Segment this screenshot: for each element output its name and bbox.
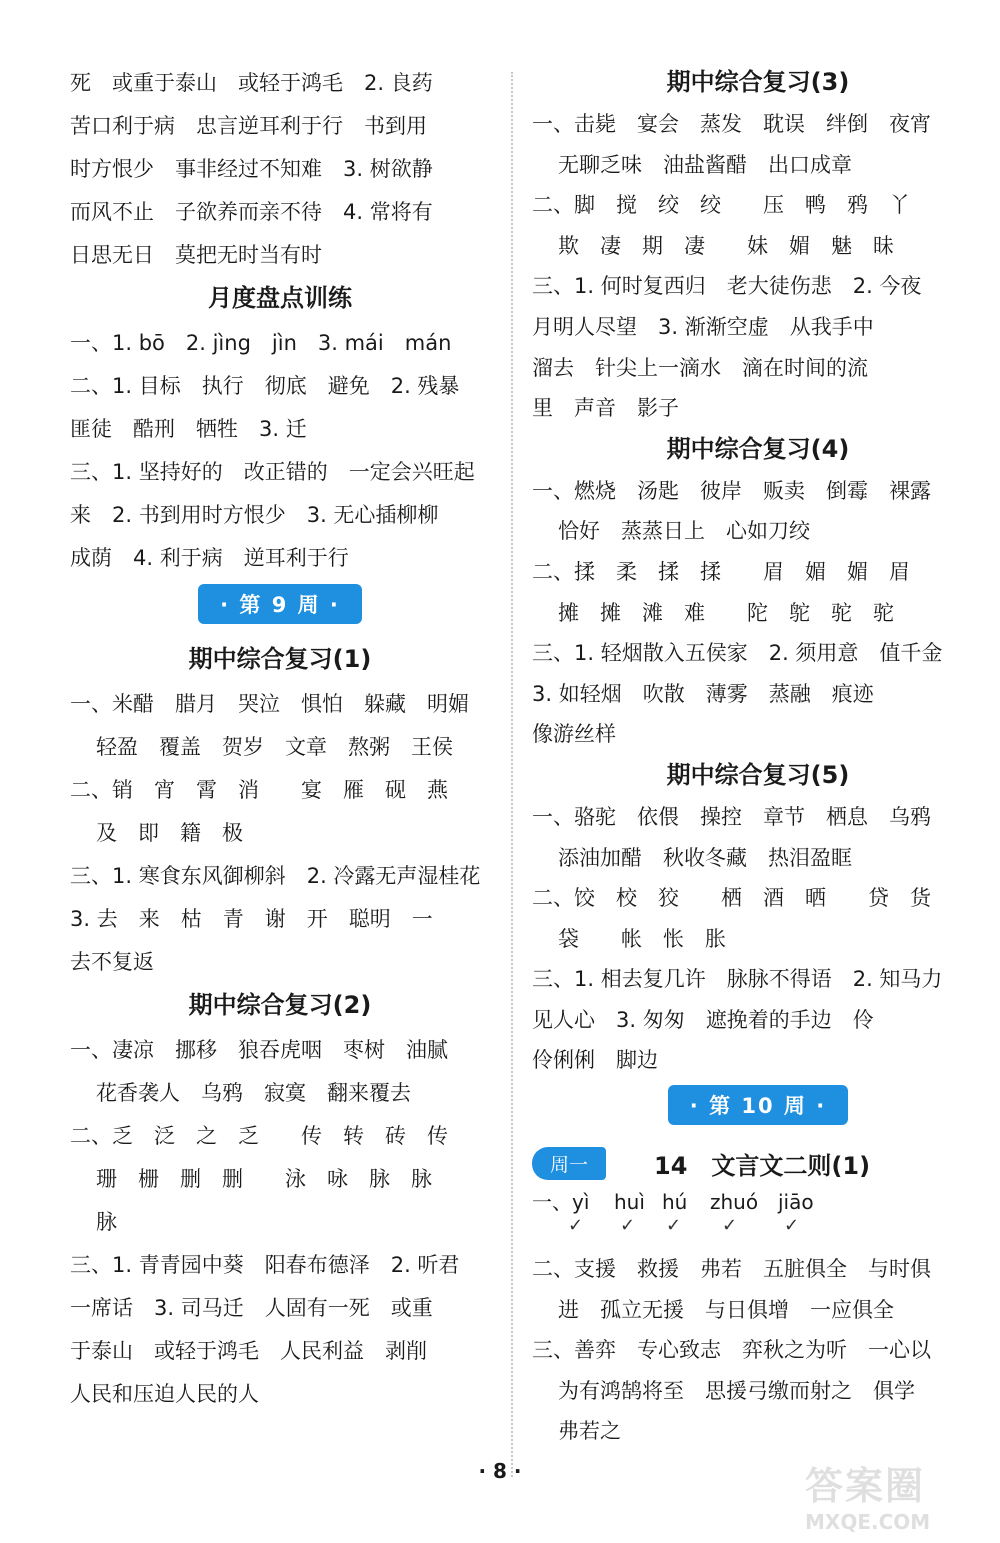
text-line: 见人心 3. 匆匆 遮挽着的手边 伶 [532,1007,874,1032]
right-column [532,62,984,1452]
column-divider [511,72,513,1477]
text-line: 日思无日 莫把无时当有时 [70,243,322,267]
text-line: 人民和压迫人民的人 [70,1382,259,1406]
review2-q2 [70,1115,490,1244]
review4-q1 [532,471,984,552]
watermark-cn: 答案圈 [805,1464,926,1508]
review5-q3 [532,959,984,1081]
monthly-q3 [70,451,490,580]
review3-q3 [532,266,984,428]
lesson-title: 14 文言文二则(1) [654,1151,871,1180]
text-line: 二、支援 救援 弗若 五脏俱全 与时俱 [532,1257,931,1282]
left-column [70,62,490,1416]
text-line: 去不复返 [70,950,154,974]
section-title-monthly: 月度盘点训练 [208,284,352,312]
review2-q3 [70,1244,490,1416]
text-line: 一、凄凉 挪移 狼吞虎咽 枣树 油腻 [70,1038,448,1062]
text-line: 摊 摊 滩 难 陀 鸵 驼 驼 [558,600,894,625]
review3-q1 [532,104,984,185]
week-9-label: · 第 9 周 · [198,584,362,624]
text-line: 二、乏 泛 之 乏 传 转 砖 传 [70,1124,448,1148]
text-line: 珊 栅 删 删 泳 咏 脉 脉 [96,1167,432,1191]
day-tag: 周一 [532,1147,606,1180]
text-line: 苦口利于病 忠言逆耳利于行 书到用 [70,114,427,138]
text-line: 一、骆驼 依偎 操控 章节 栖息 乌鸦 [532,804,931,829]
text-line: 袋 帐 怅 胀 [558,926,726,951]
text-line: 三、1. 青青园中葵 阳春布德泽 2. 听君 [70,1253,460,1277]
section-title-review-3: 期中综合复习(3) [666,68,850,96]
text-line: 一席话 3. 司马迁 人固有一死 或重 [70,1296,433,1320]
week-9-banner [70,580,490,638]
text-line: 于泰山 或轻于鸿毛 人民利益 剥削 [70,1339,427,1363]
review4-q3 [532,633,984,755]
review1-q1 [70,683,490,769]
watermark-en: MXQE.COM [805,1510,931,1534]
week-10-label: · 第 10 周 · [668,1085,848,1125]
text-line: 一、击毙 宴会 蒸发 耽误 绊倒 夜宵 [532,112,931,136]
lesson-q2 [532,1249,984,1330]
text-line: 像游丝样 [532,722,616,747]
check-mark-icon: ✓ [666,1215,682,1237]
text-line: 三、善弈 专心致志 弈秋之为听 一心以 [532,1338,931,1363]
text-line: 死 或重于泰山 或轻于鸿毛 2. 良药 [70,71,433,95]
text-line: 脉 [96,1210,117,1234]
section-title-review-2: 期中综合复习(2) [188,991,372,1019]
page-number: · 8 · [478,1459,522,1483]
text-line: 三、1. 何时复西归 老大徒伤悲 2. 今夜 [532,274,922,299]
review5-q2 [532,878,984,959]
section-title-review-5: 期中综合复习(5) [666,760,850,789]
text-line: 二、1. 目标 执行 彻底 避免 2. 残暴 [70,374,460,398]
review1-q2 [70,769,490,855]
text-line: 弗若之 [558,1419,621,1444]
check-mark-icon: ✓ [620,1215,636,1237]
text-line: 一、1. bō 2. jìng jìn 3. mái mán [70,331,452,355]
monthly-q2 [70,365,490,451]
text-line: 来 2. 书到用时方恨少 3. 无心插柳柳 [70,503,439,527]
text-line: 三、1. 轻烟散入五侯家 2. 须用意 值千金 [532,641,943,666]
check-mark-icon: ✓ [784,1215,800,1237]
text-line: 月明人尽望 3. 渐渐空虚 从我手中 [532,314,874,339]
lesson-header [532,1139,984,1187]
pinyin-item: 一、yì [532,1190,590,1215]
check-mark-icon: ✓ [722,1215,738,1237]
text-line: 一、燃烧 汤匙 彼岸 贩卖 倒霉 裸露 [532,478,931,503]
answer-block-continued [70,62,490,277]
text-line: 溜去 针尖上一滴水 滴在时间的流 [532,355,868,380]
text-line: 成荫 4. 利于病 逆耳利于行 [70,546,349,570]
section-title-review-4: 期中综合复习(4) [666,434,850,463]
lesson-q3 [532,1330,984,1452]
text-line: 进 孤立无援 与日俱增 一应俱全 [558,1297,894,1322]
text-line: 匪徒 酷刑 牺牲 3. 迁 [70,417,307,441]
text-line: 轻盈 覆盖 贺岁 文章 熬粥 王侯 [96,735,453,759]
text-line: 二、揉 柔 揉 揉 眉 媚 媚 眉 [532,559,910,584]
text-line: 无聊乏味 油盐酱醋 出口成章 [558,152,852,177]
text-line: 而风不止 子欲养而亲不待 4. 常将有 [70,200,433,224]
review5-q1 [532,797,984,878]
text-line: 二、饺 校 狡 栖 酒 晒 贷 货 [532,886,931,911]
review1-q3 [70,855,490,984]
review2-q1 [70,1029,490,1115]
text-line: 及 即 籍 极 [96,821,243,845]
text-line: 三、1. 坚持好的 改正错的 一定会兴旺起 [70,460,475,484]
text-line: 恰好 蒸蒸日上 心如刀绞 [558,519,810,544]
pinyin-answer-row [532,1187,984,1249]
text-line: 3. 如轻烟 吹散 薄雾 蒸融 痕迹 [532,681,874,706]
text-line: 二、销 宵 霄 消 宴 雁 砚 燕 [70,778,448,802]
monthly-q1 [70,322,490,365]
section-title-review-1: 期中综合复习(1) [188,645,372,673]
pinyin-item: hú [662,1190,688,1215]
text-line: 时方恨少 事非经过不知难 3. 树欲静 [70,157,433,181]
text-line: 添油加醋 秋收冬藏 热泪盈眶 [558,845,852,870]
check-mark-icon: ✓ [568,1215,584,1237]
review4-q2 [532,552,984,633]
text-line: 欺 凄 期 凄 妹 媚 魅 昧 [558,233,894,258]
review3-q2 [532,185,984,266]
text-line: 3. 去 来 枯 青 谢 开 聪明 一 [70,907,433,931]
pinyin-item: jiāo [778,1190,814,1215]
text-line: 伶俐俐 脚边 [532,1048,658,1073]
text-line: 一、米醋 腊月 哭泣 惧怕 躲藏 明媚 [70,692,469,716]
text-line: 为有鸿鹄将至 思援弓缴而射之 俱学 [558,1378,915,1403]
text-line: 里 声音 影子 [532,396,679,421]
week-10-banner [532,1081,984,1139]
text-line: 花香袭人 乌鸦 寂寞 翻来覆去 [96,1081,411,1105]
text-line: 二、脚 搅 绞 绞 压 鸭 鸦 丫 [532,193,910,218]
pinyin-item: huì [614,1190,645,1215]
watermark-logo [805,1455,985,1533]
pinyin-item: zhuó [710,1190,759,1215]
text-line: 三、1. 相去复几许 脉脉不得语 2. 知马力 [532,967,943,992]
text-line: 三、1. 寒食东风御柳斜 2. 冷露无声湿桂花 [70,864,481,888]
